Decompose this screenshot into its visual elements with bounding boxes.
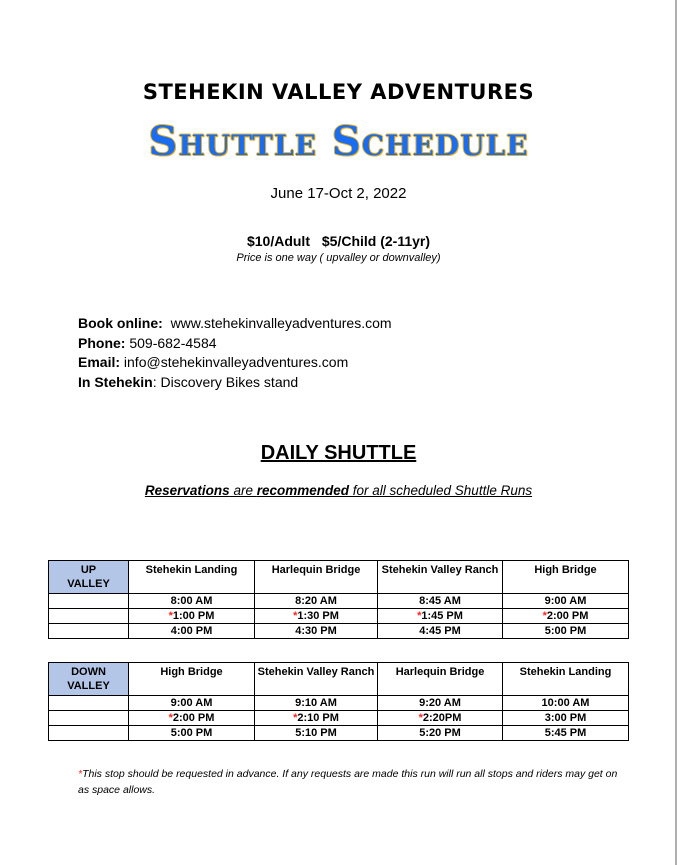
price-line [0, 233, 677, 249]
request-star-icon: * [418, 712, 423, 724]
time-cell: 5:20 PM [378, 726, 503, 741]
reservation-note [0, 483, 677, 498]
reserve-emph-2: recommended [256, 483, 349, 498]
stop-header: High Bridge [503, 561, 629, 594]
empty-cell [49, 726, 129, 741]
table-row [49, 624, 629, 639]
footnote-text: This stop should be requested in advance. If any requests are made this run will run all stops and riders may get on as space allows. [78, 768, 618, 796]
request-star-icon: * [542, 610, 547, 622]
table-row [49, 711, 629, 726]
in-stehekin-value: : Discovery Bikes stand [152, 373, 299, 390]
direction-cell: UP VALLEY [49, 561, 129, 594]
time-cell: 3:00 PM [503, 711, 629, 726]
time-cell: 9:20 AM [378, 696, 503, 711]
time-cell: *1:00 PM [129, 609, 255, 624]
request-star-icon: * [168, 712, 173, 724]
company-name: STEHEKIN VALLEY ADVENTURES [142, 80, 535, 104]
price-note: Price is one way ( upvalley or downvalley) [236, 252, 441, 264]
daily-shuttle-heading: DAILY SHUTTLE [260, 442, 417, 464]
table-row [49, 594, 629, 609]
time-cell: 9:00 AM [503, 594, 629, 609]
contact-book-online [78, 314, 392, 334]
season-dates: June 17-Oct 2, 2022 [270, 185, 407, 202]
time-cell: *1:45 PM [378, 609, 503, 624]
adult-price: $10/Adult [246, 233, 310, 249]
phone-label: Phone: [78, 334, 126, 351]
reserve-text-2: for all scheduled Shuttle Runs [348, 483, 533, 498]
email-link[interactable]: info@stehekinvalleyadventures.com [123, 354, 349, 370]
time-cell: 8:00 AM [129, 594, 255, 609]
empty-cell [49, 594, 129, 609]
down-valley-table [48, 662, 629, 741]
time-cell: *1:30 PM [255, 609, 378, 624]
time-cell: 5:00 PM [129, 726, 255, 741]
time-cell: 9:00 AM [129, 696, 255, 711]
contact-in-stehekin [78, 373, 392, 393]
request-star-icon: * [293, 610, 298, 622]
direction-cell: DOWN VALLEY [49, 663, 129, 696]
email-label: Email: [78, 354, 121, 370]
in-stehekin-label: In Stehekin [78, 373, 153, 390]
table-row [49, 726, 629, 741]
time-cell: 5:10 PM [255, 726, 378, 741]
child-price: $5/Child (2-11yr) [321, 233, 431, 249]
empty-cell [49, 609, 129, 624]
time-cell: *2:20PM [378, 711, 503, 726]
reserve-text-1: are [229, 483, 257, 498]
time-cell: *2:00 PM [503, 609, 629, 624]
request-star-icon: * [417, 610, 422, 622]
stop-header: Stehekin Landing [129, 561, 255, 594]
table-row [49, 609, 629, 624]
time-cell: 4:45 PM [378, 624, 503, 639]
stop-header: Stehekin Valley Ranch [378, 561, 503, 594]
footnote-star-icon: * [78, 768, 83, 780]
request-star-icon: * [168, 610, 173, 622]
website-link[interactable]: www.stehekinvalleyadventures.com [170, 315, 392, 331]
time-cell: *2:10 PM [255, 711, 378, 726]
stop-header: High Bridge [129, 663, 255, 696]
stop-header: Harlequin Bridge [255, 561, 378, 594]
phone-value: 509-682-4584 [129, 334, 217, 351]
table-header-row [49, 663, 629, 696]
up-valley-table [48, 560, 629, 639]
empty-cell [49, 696, 129, 711]
contact-block [78, 314, 392, 392]
time-cell: 5:00 PM [503, 624, 629, 639]
stop-header: Stehekin Landing [503, 663, 629, 696]
table-row [49, 696, 629, 711]
empty-cell [49, 624, 129, 639]
time-cell: 10:00 AM [503, 696, 629, 711]
time-cell: 4:30 PM [255, 624, 378, 639]
time-cell: 4:00 PM [129, 624, 255, 639]
stop-header: Stehekin Valley Ranch [255, 663, 378, 696]
footnote [78, 766, 618, 798]
time-cell: 5:45 PM [503, 726, 629, 741]
empty-cell [49, 711, 129, 726]
time-cell: 9:10 AM [255, 696, 378, 711]
book-label: Book online: [78, 315, 163, 331]
contact-email [78, 353, 392, 373]
time-cell: *2:00 PM [129, 711, 255, 726]
page-title: Shuttle Schedule [148, 118, 529, 165]
table-header-row [49, 561, 629, 594]
time-cell: 8:45 AM [378, 594, 503, 609]
reserve-emph-1: Reservations [144, 483, 230, 498]
stop-header: Harlequin Bridge [378, 663, 503, 696]
contact-phone [78, 334, 392, 354]
time-cell: 8:20 AM [255, 594, 378, 609]
request-star-icon: * [293, 712, 298, 724]
